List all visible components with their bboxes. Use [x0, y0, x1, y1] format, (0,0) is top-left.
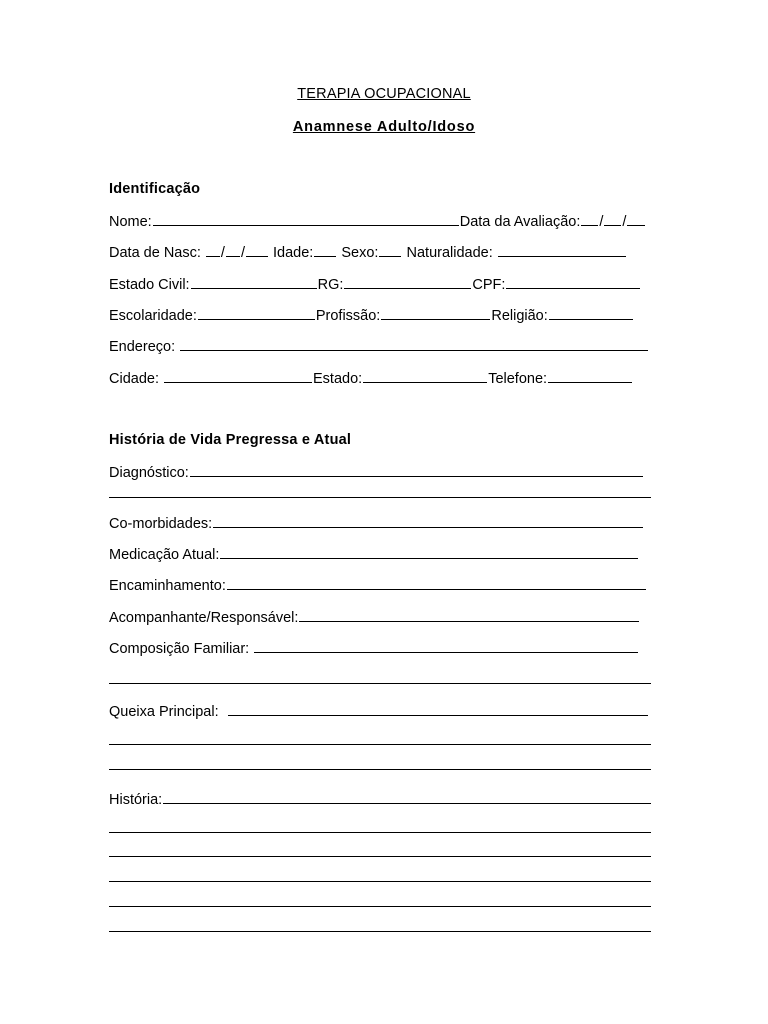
document-title: TERAPIA OCUPACIONAL: [297, 86, 471, 102]
nome-label: Nome:: [109, 214, 152, 230]
estado-label: Estado:: [313, 371, 363, 387]
historia-label: História:: [109, 792, 163, 808]
idade-field[interactable]: [314, 242, 336, 257]
row-historia: [109, 789, 652, 809]
encaminhamento-label: Encaminhamento:: [109, 578, 226, 594]
cidade-label: Cidade:: [109, 371, 159, 387]
estado-civil-field[interactable]: [191, 274, 317, 289]
historia-line-6[interactable]: [109, 931, 651, 932]
idade-label: Idade:: [273, 245, 314, 261]
avaliacao-year-field[interactable]: [627, 211, 645, 226]
endereco-field[interactable]: [180, 336, 648, 351]
historia-line-3[interactable]: [109, 856, 651, 857]
historia-line-4[interactable]: [109, 881, 651, 882]
profissao-label: Profissão:: [315, 308, 381, 324]
row-cidade: [109, 368, 633, 388]
naturalidade-field[interactable]: [498, 242, 626, 257]
date-sep: /: [220, 245, 225, 261]
medicacao-label: Medicação Atual:: [109, 547, 220, 563]
religiao-label: Religião:: [491, 308, 548, 324]
composicao-line-2[interactable]: [109, 683, 651, 684]
naturalidade-label: Naturalidade:: [406, 245, 493, 261]
historia-line-2[interactable]: [109, 832, 651, 833]
acompanhante-label: Acompanhante/Responsável:: [109, 610, 299, 626]
row-diagnostico: [109, 462, 644, 482]
comorbidades-label: Co-morbidades:: [109, 516, 213, 532]
document-subtitle: Anamnese Adulto/Idoso: [292, 119, 476, 135]
rg-field[interactable]: [344, 274, 471, 289]
data-avaliacao-label: Data da Avaliação:: [459, 214, 581, 230]
row-acompanhante: [109, 607, 640, 627]
row-nome: [109, 211, 646, 231]
row-estado-civil: [109, 274, 641, 294]
diagnostico-line-2[interactable]: [109, 497, 651, 498]
row-medicacao: [109, 544, 639, 564]
endereco-label: Endereço:: [109, 339, 176, 355]
telefone-field[interactable]: [548, 368, 632, 383]
escolaridade-field[interactable]: [198, 305, 315, 320]
nome-field[interactable]: [153, 211, 459, 226]
historia-field[interactable]: [163, 789, 651, 804]
date-sep: /: [599, 214, 604, 230]
queixa-label: Queixa Principal:: [109, 704, 219, 720]
row-composicao: [109, 638, 639, 658]
cpf-label: CPF:: [472, 277, 506, 293]
row-data-nasc: [109, 242, 627, 262]
historia-line-5[interactable]: [109, 906, 651, 907]
profissao-field[interactable]: [381, 305, 490, 320]
escolaridade-label: Escolaridade:: [109, 308, 197, 324]
telefone-label: Telefone:: [488, 371, 548, 387]
data-nasc-label: Data de Nasc:: [109, 245, 201, 261]
encaminhamento-field[interactable]: [227, 575, 646, 590]
row-queixa: [109, 701, 649, 721]
avaliacao-day-field[interactable]: [581, 211, 598, 226]
row-escolaridade: [109, 305, 634, 325]
medicacao-field[interactable]: [220, 544, 638, 559]
rg-label: RG:: [317, 277, 344, 293]
avaliacao-month-field[interactable]: [604, 211, 621, 226]
composicao-field[interactable]: [254, 638, 638, 653]
sexo-label: Sexo:: [341, 245, 379, 261]
nasc-year-field[interactable]: [246, 242, 268, 257]
queixa-line-3[interactable]: [109, 769, 651, 770]
nasc-month-field[interactable]: [226, 242, 240, 257]
estado-civil-label: Estado Civil:: [109, 277, 190, 293]
sexo-field[interactable]: [379, 242, 401, 257]
comorbidades-field[interactable]: [213, 513, 643, 528]
estado-field[interactable]: [363, 368, 487, 383]
acompanhante-field[interactable]: [299, 607, 639, 622]
cidade-field[interactable]: [164, 368, 312, 383]
date-sep: /: [240, 245, 245, 261]
date-sep: /: [622, 214, 627, 230]
section-heading-historia: História de Vida Pregressa e Atual: [109, 432, 352, 448]
row-endereco: [109, 336, 649, 356]
religiao-field[interactable]: [549, 305, 633, 320]
diagnostico-label: Diagnóstico:: [109, 465, 189, 481]
composicao-label: Composição Familiar:: [109, 641, 250, 657]
cpf-field[interactable]: [506, 274, 640, 289]
queixa-field[interactable]: [228, 701, 648, 716]
nasc-day-field[interactable]: [206, 242, 220, 257]
section-heading-identificacao: Identificação: [109, 181, 201, 197]
queixa-line-2[interactable]: [109, 744, 651, 745]
diagnostico-field[interactable]: [190, 462, 643, 477]
row-encaminhamento: [109, 575, 647, 595]
row-comorbidades: [109, 513, 644, 533]
